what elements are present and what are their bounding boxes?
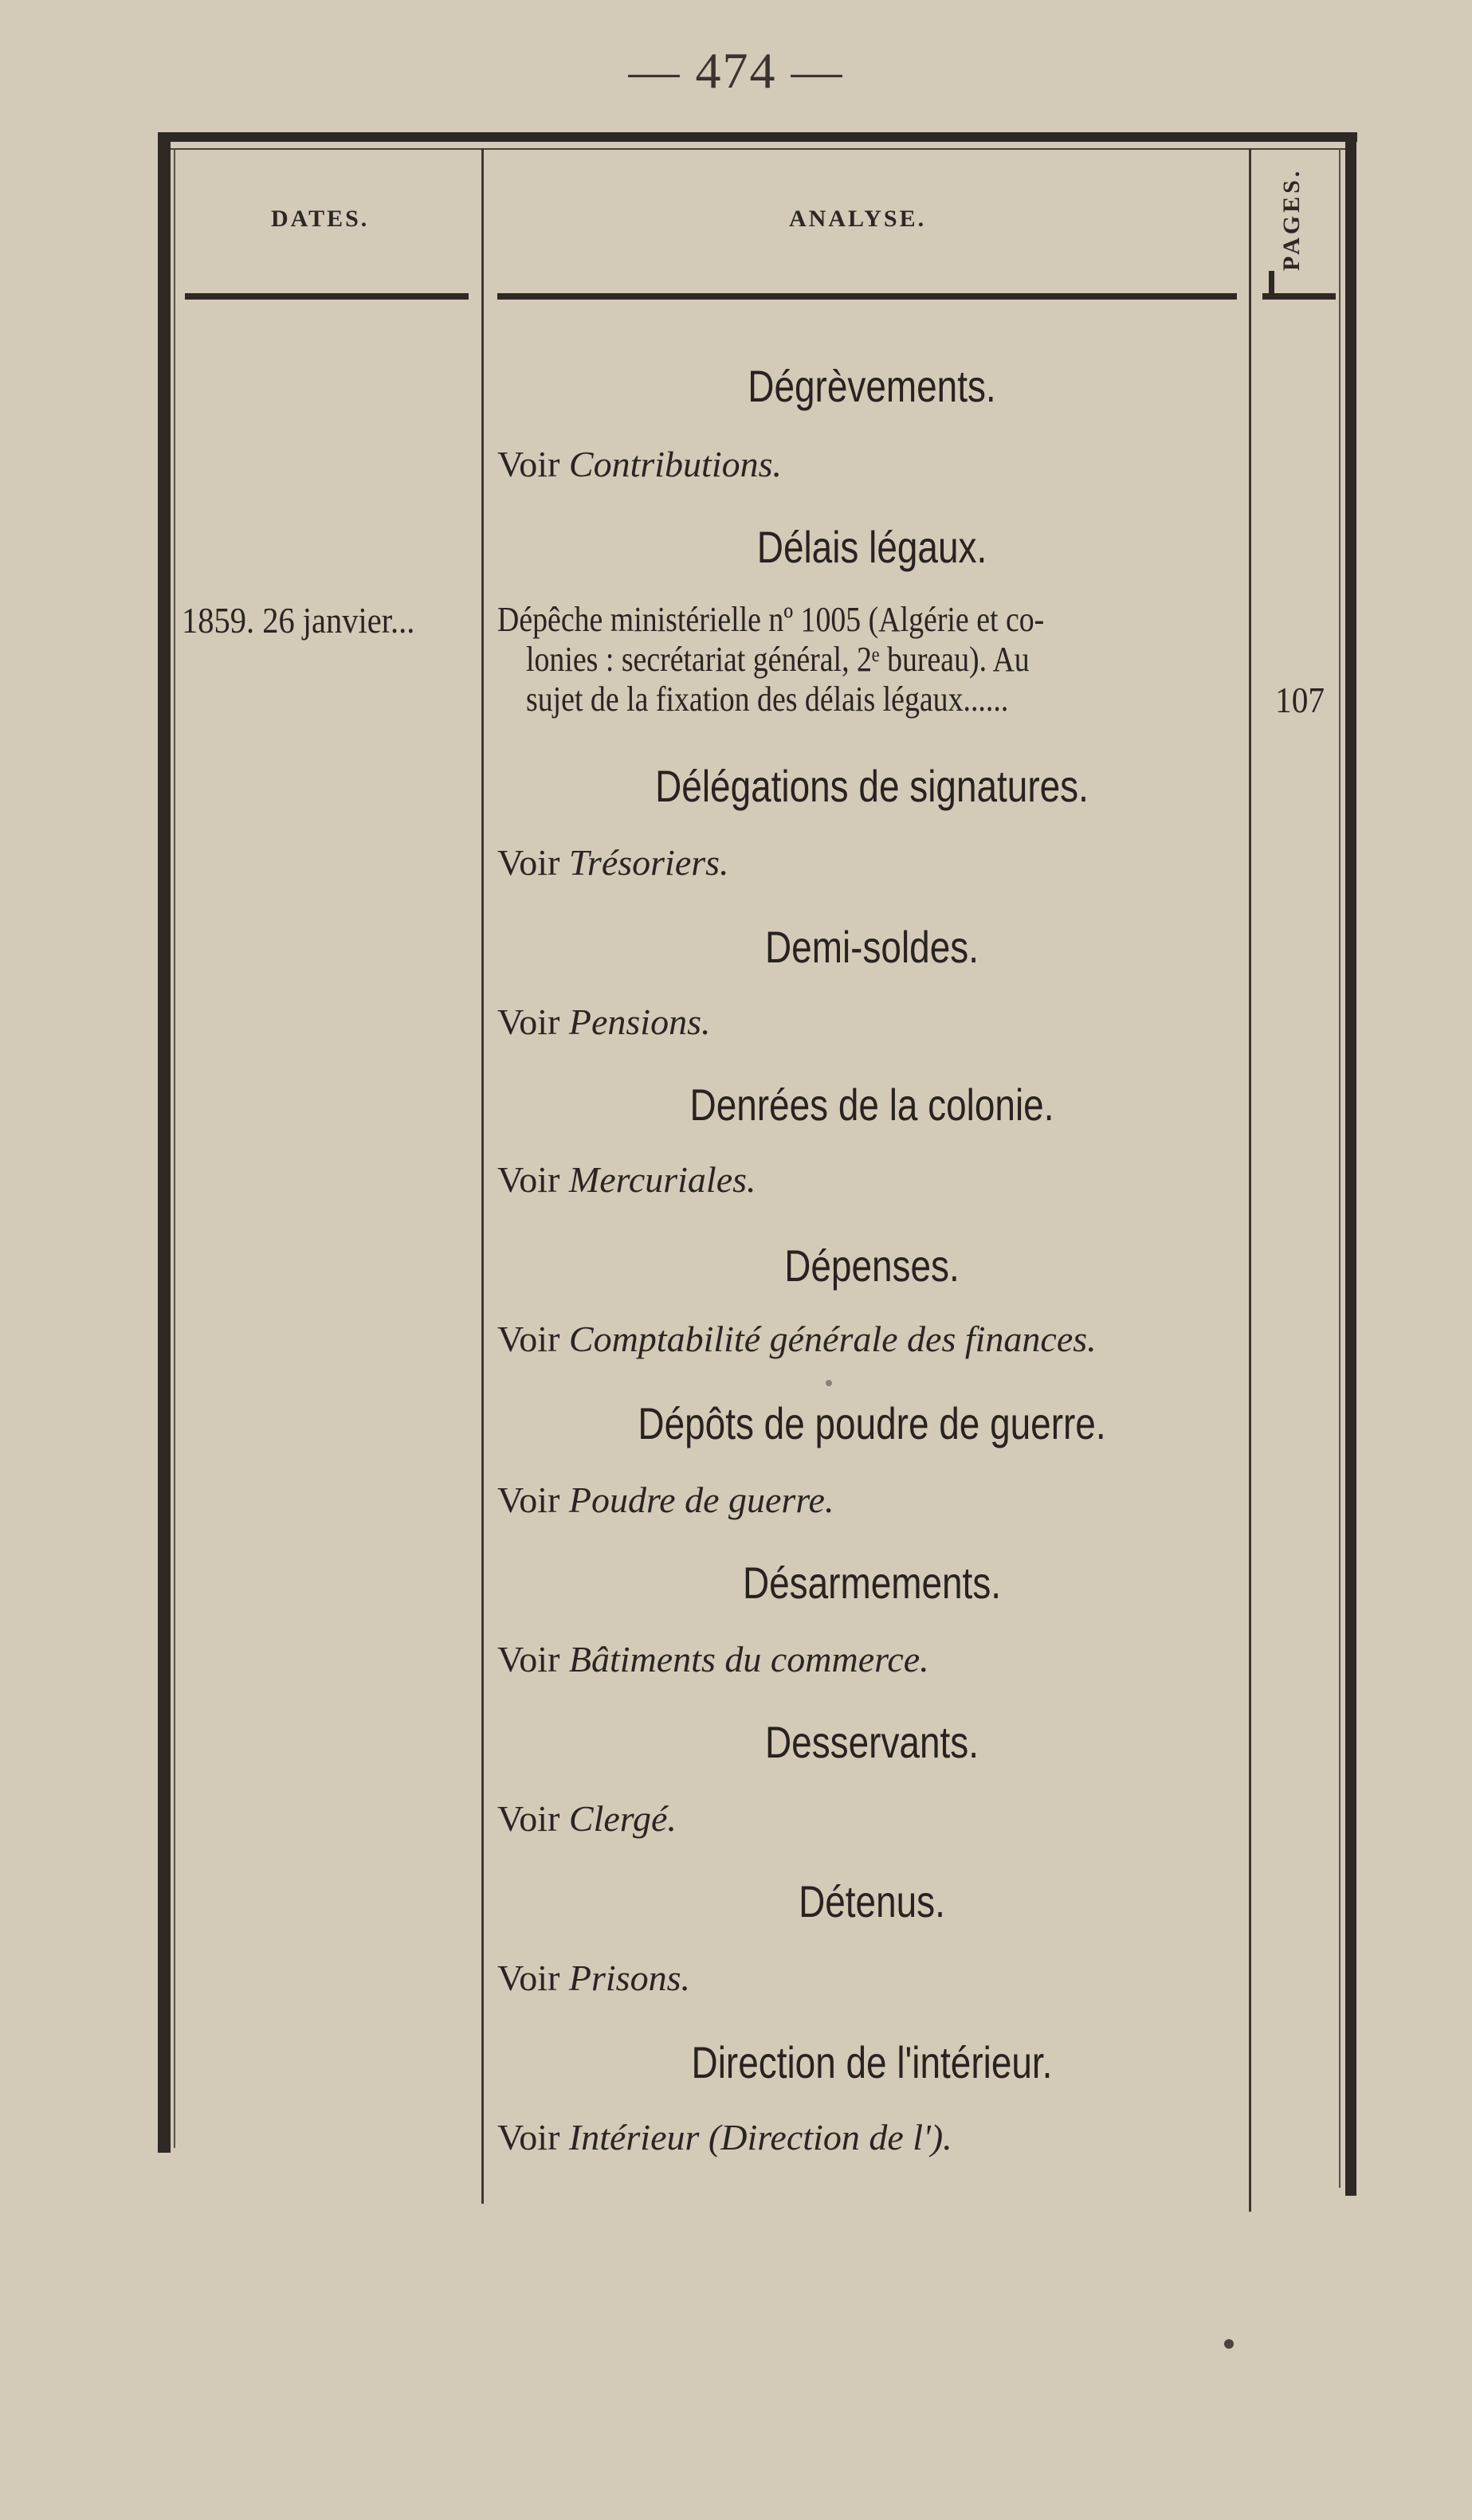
- see-also-prefix: Voir: [497, 444, 560, 484]
- see-also-prefix: Voir: [497, 1639, 560, 1679]
- see-also-reference: Clergé.: [568, 1798, 677, 1839]
- see-also-reference: Prisons.: [568, 1958, 690, 1998]
- entry-heading: Dépenses.: [784, 1240, 960, 1291]
- see-also-reference: Trésoriers.: [568, 842, 729, 883]
- entry-heading: Détenus.: [799, 1876, 945, 1926]
- see-also-line: [497, 443, 782, 485]
- entry-heading: Délais légaux.: [756, 522, 987, 572]
- see-also-line: [497, 1957, 690, 1999]
- entry-heading: Direction de l'intérieur.: [691, 2037, 1053, 2087]
- entry-heading: Desservants.: [765, 1717, 979, 1767]
- entry-date: 1859. 26 janvier...: [182, 600, 415, 641]
- see-also-prefix: Voir: [497, 1958, 560, 1998]
- header-analyse: ANALYSE.: [789, 206, 927, 232]
- entry-description-line: sujet de la fixation des délais légaux......: [526, 680, 1009, 719]
- table-frame-left-inner: [174, 148, 175, 2148]
- entry-description-line: Dépêche ministérielle nº 1005 (Algérie et co-: [497, 600, 1045, 639]
- entry-heading: Délégations de signatures.: [655, 761, 1089, 811]
- table-frame-top-inner: [171, 148, 1346, 150]
- table-frame-right-inner: [1339, 148, 1341, 2188]
- paper-speck: [1224, 2339, 1234, 2349]
- entry-heading: Dépôts de poudre de guerre.: [638, 1398, 1106, 1448]
- table-frame-top: [158, 132, 1357, 142]
- see-also-reference: Pensions.: [568, 1001, 711, 1042]
- see-also-line: [497, 1638, 929, 1680]
- see-also-prefix: Voir: [497, 1319, 560, 1359]
- see-also-line: [497, 1001, 711, 1043]
- entry-page-reference: 107: [1275, 680, 1325, 720]
- see-also-reference: Poudre de guerre.: [568, 1479, 834, 1520]
- see-also-prefix: Voir: [497, 1479, 560, 1520]
- paper-speck: [826, 1380, 832, 1386]
- header-dates: DATES.: [271, 206, 370, 232]
- entry-heading: Dégrèvements.: [748, 361, 996, 411]
- see-also-prefix: Voir: [497, 842, 560, 883]
- see-also-line: [497, 2116, 952, 2158]
- see-also-line: [497, 1797, 677, 1840]
- see-also-reference: Comptabilité générale des finances.: [568, 1319, 1097, 1359]
- column-rule-dates: [481, 148, 484, 2204]
- see-also-line: [497, 1318, 1097, 1360]
- entry-heading: Demi-soldes.: [765, 922, 979, 972]
- see-also-line: [497, 1479, 834, 1521]
- see-also-line: [497, 1158, 756, 1201]
- see-also-reference: Contributions.: [568, 444, 782, 484]
- see-also-prefix: Voir: [497, 2117, 560, 2157]
- entry-heading: Désarmements.: [742, 1558, 1002, 1608]
- entry-description-line: lonies : secrétariat général, 2ᵉ bureau). Au: [526, 640, 1030, 679]
- page-number: — 474 —: [628, 42, 844, 99]
- column-rule-pages: [1249, 148, 1251, 2212]
- see-also-prefix: Voir: [497, 1159, 560, 1200]
- see-also-prefix: Voir: [497, 1798, 560, 1839]
- see-also-reference: Bâtiments du commerce.: [568, 1639, 929, 1679]
- header-rule-analyse: [497, 293, 1237, 300]
- see-also-line: [497, 841, 729, 884]
- see-also-prefix: Voir: [497, 1001, 560, 1042]
- entry-heading: Denrées de la colonie.: [689, 1080, 1054, 1130]
- header-rule-dates: [185, 293, 469, 300]
- see-also-reference: Mercuriales.: [568, 1159, 756, 1200]
- table-frame-right: [1345, 132, 1356, 2196]
- header-pages: PAGES.: [1278, 167, 1305, 271]
- header-rule-stub: [1269, 271, 1274, 300]
- table-frame-left: [158, 132, 171, 2153]
- see-also-reference: Intérieur (Direction de l').: [568, 2117, 952, 2157]
